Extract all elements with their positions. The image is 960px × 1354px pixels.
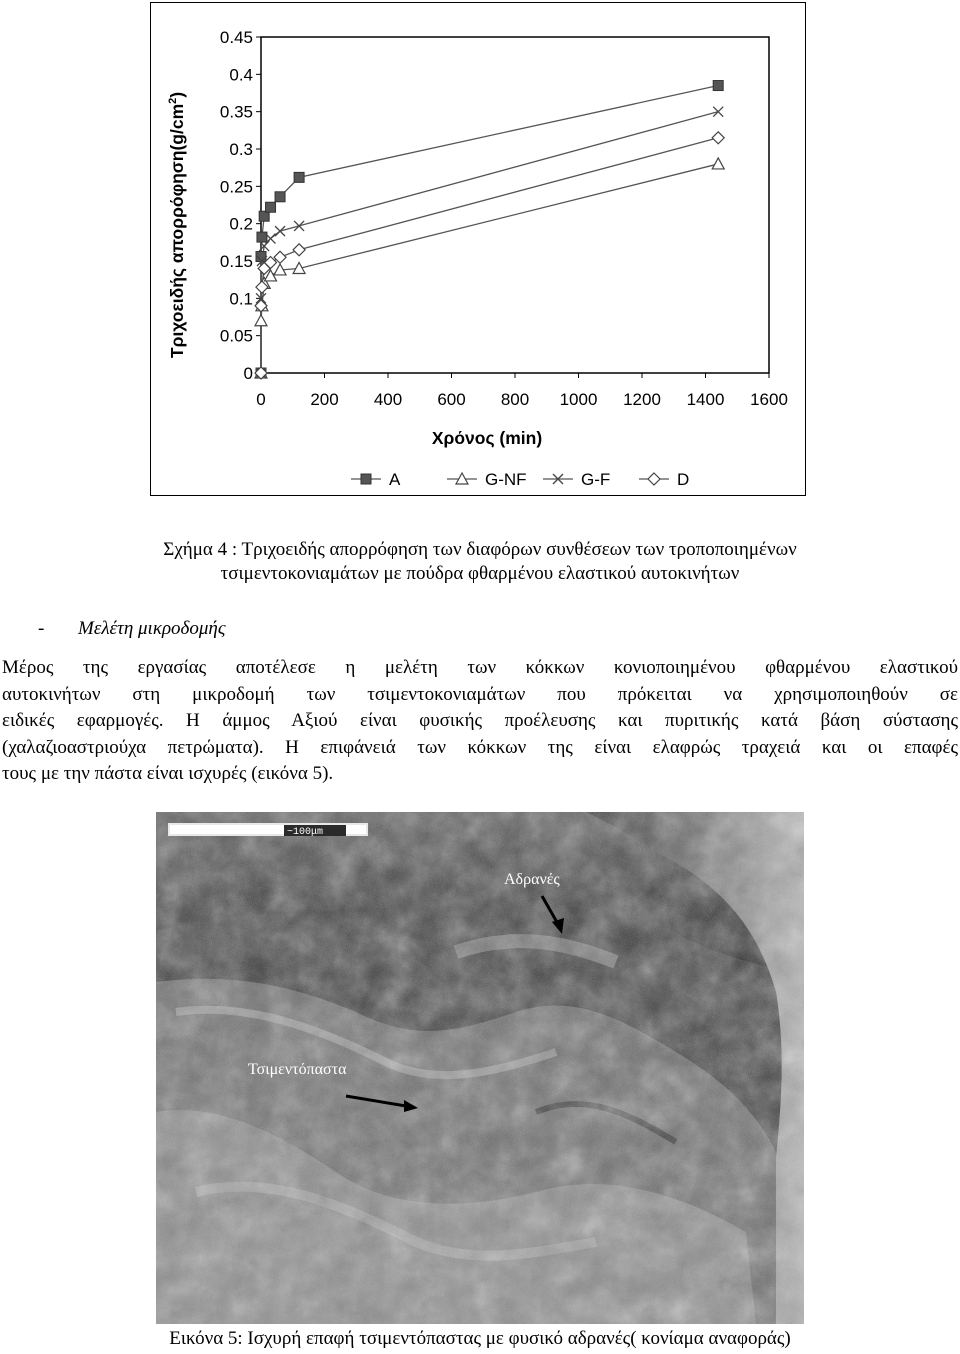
sem-micrograph xyxy=(156,812,804,1324)
figure-5-caption: Εικόνα 5: Ισχυρή επαφή τσιμεντόπαστας με φυσικό αδρανές( κονίαμα αναφοράς) xyxy=(169,1328,791,1349)
scale-bar-label: ~100μm xyxy=(287,827,324,838)
figure-4-caption-line-1: Σχήμα 4 : Τριχοειδής απορρόφηση των διαφόρων συνθέσεων των τροποποιημένων xyxy=(163,539,797,560)
x-tick-label: 800 xyxy=(500,390,530,409)
y-tick-label: 0.2 xyxy=(229,214,253,234)
legend-label-a: A xyxy=(389,470,401,489)
subsection-title: Μελέτη μικροδομής xyxy=(78,618,226,639)
data-point-g-nf xyxy=(712,158,724,169)
label-paste: Τσιμεντόπαστα xyxy=(248,1061,347,1078)
x-tick-label: 600 xyxy=(437,390,466,409)
data-point-a xyxy=(713,81,723,91)
y-tick-label: 0.45 xyxy=(219,28,253,47)
legend-label-g-f: G-F xyxy=(581,470,611,489)
data-point-g-f xyxy=(713,107,723,117)
data-point-a xyxy=(266,202,276,212)
data-point-a xyxy=(275,192,285,202)
y-tick-label: 0.15 xyxy=(219,252,253,271)
subsection-heading xyxy=(38,618,226,640)
figure-4-caption xyxy=(0,538,960,586)
y-tick-label: 0.05 xyxy=(219,326,253,346)
capillary-absorption-chart xyxy=(151,3,807,497)
data-point-g-nf xyxy=(255,315,267,326)
plot-area xyxy=(261,37,769,373)
data-point-g-f xyxy=(275,226,285,236)
legend-marker-a xyxy=(361,474,371,484)
paragraph-line-5: τους με την πάστα είναι ισχυρές (εικόνα 5). xyxy=(2,763,334,784)
y-axis-label: Τριχοειδής $\alpha\pi o\rho\rho ό\varphi\eta\sigma\eta(g/cm^2)$ xyxy=(167,91,187,359)
x-tick-label: 1600 xyxy=(750,390,788,409)
y-tick-label: 0.35 xyxy=(219,102,253,122)
data-point-a xyxy=(257,232,267,242)
paragraph-line-2: αυτοκινήτων στη μικροδομή των τσιμεντοκονιαμάτων που πρόκειται να χρησιμοποιηθούν σε xyxy=(2,683,958,705)
series-line-a xyxy=(261,86,718,373)
data-point-a xyxy=(294,172,304,182)
subsection-dash: - xyxy=(38,618,45,639)
y-tick-label: 0.1 xyxy=(229,289,253,309)
y-tick-label: 0 xyxy=(243,364,253,383)
chart-legend xyxy=(351,470,689,489)
x-tick-label: 200 xyxy=(310,390,339,409)
series-line-d xyxy=(261,138,718,373)
paragraph-line-1: Μέρος της εργασίας αποτέλεσε η μελέτη των κόκκων κονιοποιημένου φθαρμένου ελαστικού xyxy=(2,657,958,678)
legend-label-d: D xyxy=(677,470,690,489)
paragraph-line-4: (χαλαζιοαστριούχα πετρώματα). Η επιφάνειά των κόκκων της είναι ελαφρώς τραχειά και οι επαφές xyxy=(2,736,958,758)
series-line-g-nf xyxy=(261,164,718,373)
x-tick-label: 1400 xyxy=(686,390,725,409)
series-line-g-f xyxy=(261,112,718,373)
label-aggregate: Αδρανές xyxy=(504,871,560,888)
x-tick-label: 1000 xyxy=(559,390,598,409)
data-point-d xyxy=(712,132,724,144)
data-point-d xyxy=(293,244,305,256)
x-tick-label: 400 xyxy=(373,390,403,409)
y-tick-label: 0.3 xyxy=(229,140,253,159)
x-axis-label: Χρόνος (min) xyxy=(431,428,543,448)
y-tick-label: 0.25 xyxy=(219,177,253,197)
chart-frame xyxy=(150,2,806,496)
data-point-g-f xyxy=(294,221,304,231)
x-tick-label: 0 xyxy=(256,390,266,409)
figure-4-caption-line-2: τσιμεντοκονιαμάτων με πούδρα φθαρμένου ελαστικού αυτοκινήτων xyxy=(220,563,740,584)
body-paragraph xyxy=(2,655,958,788)
y-tick-label: 0.4 xyxy=(229,65,253,85)
x-tick-label: 1200 xyxy=(623,390,661,409)
legend-marker-d xyxy=(648,473,660,485)
legend-label-g-nf: G-NF xyxy=(485,470,527,489)
paragraph-line-3: ειδικές εφαρμογές. Η άμμος Αξιού είναι φυσικής προέλευσης και πυριτικής κατά βάση σύστασης xyxy=(2,710,958,731)
